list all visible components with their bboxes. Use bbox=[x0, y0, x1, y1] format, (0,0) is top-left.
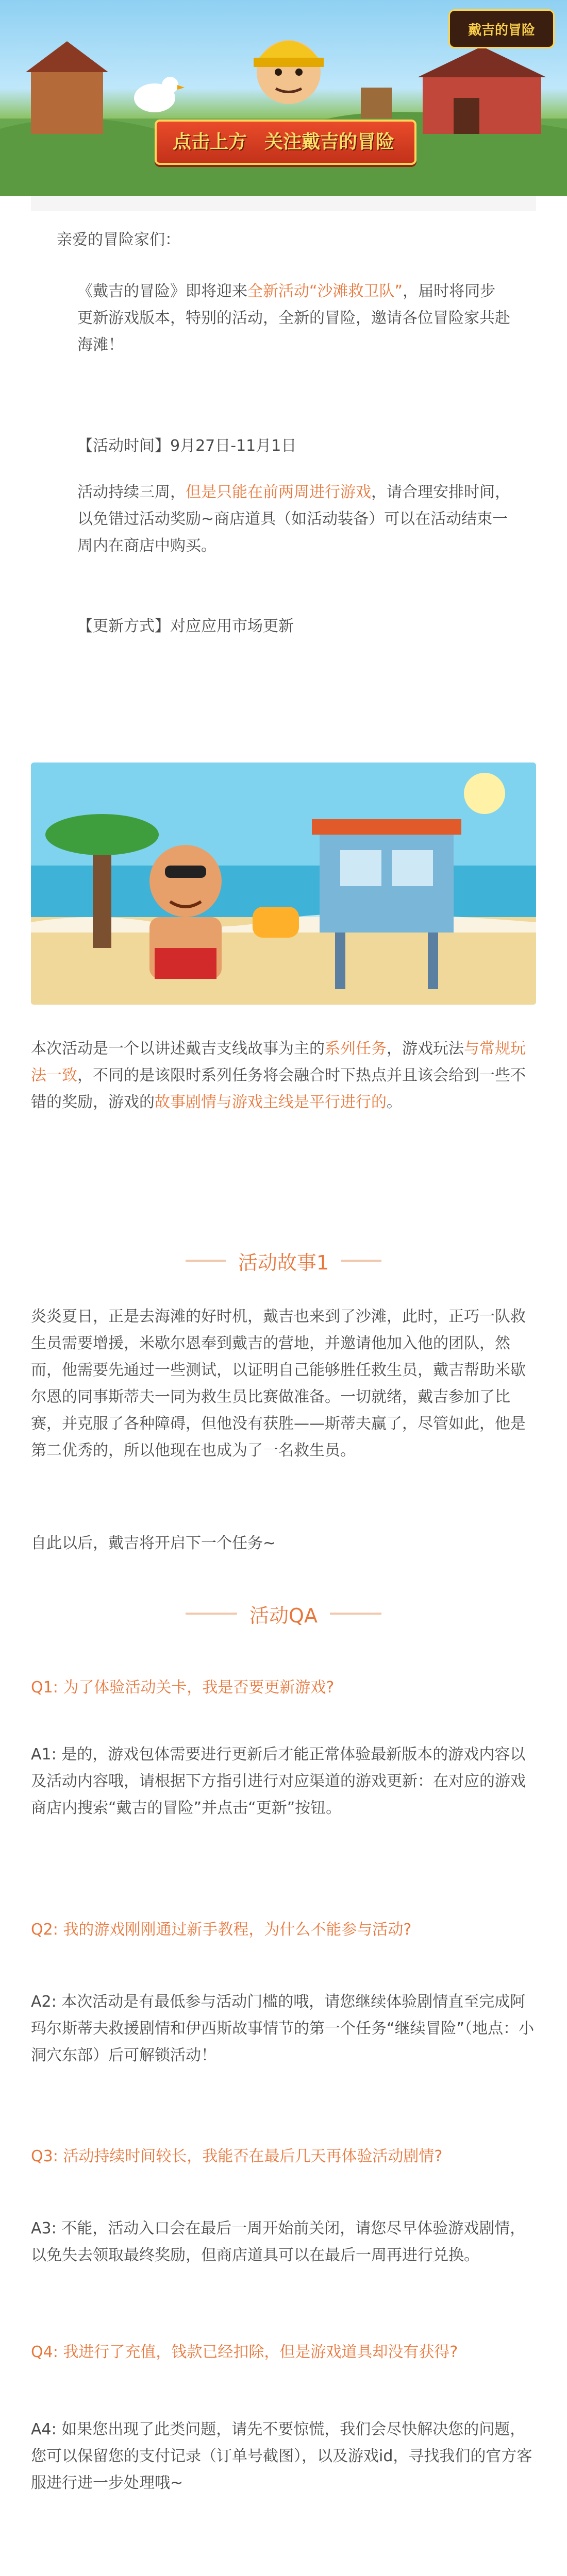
follow-prompt[interactable] bbox=[155, 124, 412, 157]
click-above-label: 点击上方 bbox=[172, 131, 247, 152]
follow-account-label: 关注戴吉的冒险 bbox=[264, 131, 395, 152]
beach-scene bbox=[31, 762, 536, 1005]
qa-answer-4: A4: 如果您出现了此类问题，请先不要惊慌，我们会尽快解决您的问题，您可以保留您的支付记录（订单号截图），以及游戏id，寻找我们的官方客服进行进一步处理哦~ bbox=[31, 2420, 532, 2492]
story-paragraph-2: 自此以后，戴吉将开启下一个任务~ bbox=[31, 1534, 276, 1552]
qa-section-title: 活动QA bbox=[0, 1600, 567, 1628]
qa-answer-3: A3: 不能，活动入口会在最后一周开始前关闭，请您尽早体验游戏剧情，以免失去领取最终奖励，但商店道具可以在最后一周再进行兑换。 bbox=[31, 2219, 526, 2264]
qa-question-2: Q2: 我的游戏刚刚通过新手教程，为什么不能参与活动? bbox=[31, 1921, 412, 1939]
header-banner bbox=[0, 0, 567, 196]
logo-badge: 戴吉的冒险 bbox=[448, 9, 555, 48]
qa-answer-2: A2: 本次活动是有最低参与活动门槛的哦，请您继续体验剧情直至完成阿玛尔斯蒂夫救援剧情和伊西斯故事情节的第一个任务“继续冒险”（地点：小洞穴东部）后可解锁活动！ bbox=[31, 1993, 535, 2064]
intro-paragraph-1: 《戴吉的冒险》即将迎来全新活动“沙滩救卫队”，届时将同步更新游戏版本，特别的活动，全新的冒险，邀请各位冒险家共赴海滩！ bbox=[77, 282, 510, 354]
activity-time: 【活动时间】9月27日-11月1日 bbox=[77, 437, 297, 455]
qa-answer-1: A1: 是的，游戏包体需要进行更新后才能正常体验最新版本的游戏内容以及活动内容哦，请根据下方指引进行对应渠道的游戏更新：在对应的游戏商店内搜索“戴吉的冒险”并点击“更新”按钮。 bbox=[31, 1745, 526, 1817]
house-shape bbox=[423, 77, 541, 134]
event-intro-paragraph: 本次活动是一个以讲述戴吉支线故事为主的系列任务，游戏玩法与常规玩法一致，不同的是该限时系列任务将会融合时下热点并且该会给到一些不错的奖励，游戏的故事剧情与游戏主线是平行进行的。 bbox=[31, 1040, 526, 1111]
barn-shape bbox=[31, 72, 103, 134]
story-paragraph-1: 炎炎夏日，正是去海滩的好时机，戴吉也来到了沙滩，此时，正巧一队救生员需要增援，米歇尔恩奉到戴吉的营地，并邀请他加入他的团队，然而，他需要先通过一些测试，以证明自己能够胜任救生员，戴吉帮助米歇尔恩的同事斯蒂夫一同为救生员比赛做准备。一切就绪，戴吉参加了比赛，并克服了各种障碍，但他没有获胜——斯蒂夫赢了，尽管如此，他是第二优秀的，所以他现在也成为了一名救生员。 bbox=[31, 1308, 526, 1460]
lifeguard-tower bbox=[320, 829, 454, 933]
story-section-title: 活动故事1 bbox=[0, 1247, 567, 1275]
intro-paragraph-2: 活动持续三周，但是只能在前两周进行游戏，请合理安排时间，以免错过活动奖励~商店道具（如活动装备）可以在活动结束一周内在商店中购买。 bbox=[77, 483, 510, 555]
beach-illustration bbox=[31, 762, 536, 1005]
qa-question-3: Q3: 活动持续时间较长，我能否在最后几天再体验活动剧情? bbox=[31, 2147, 443, 2165]
update-method: 【更新方式】对应应用市场更新 bbox=[77, 617, 294, 635]
intro-strip bbox=[31, 196, 536, 211]
greeting: 亲爱的冒险家们： bbox=[57, 231, 180, 249]
qa-question-4: Q4: 我进行了充值，钱款已经扣除，但是游戏道具却没有获得? bbox=[31, 2343, 458, 2361]
qa-question-1: Q1: 为了体验活动关卡，我是否要更新游戏? bbox=[31, 1679, 335, 1697]
